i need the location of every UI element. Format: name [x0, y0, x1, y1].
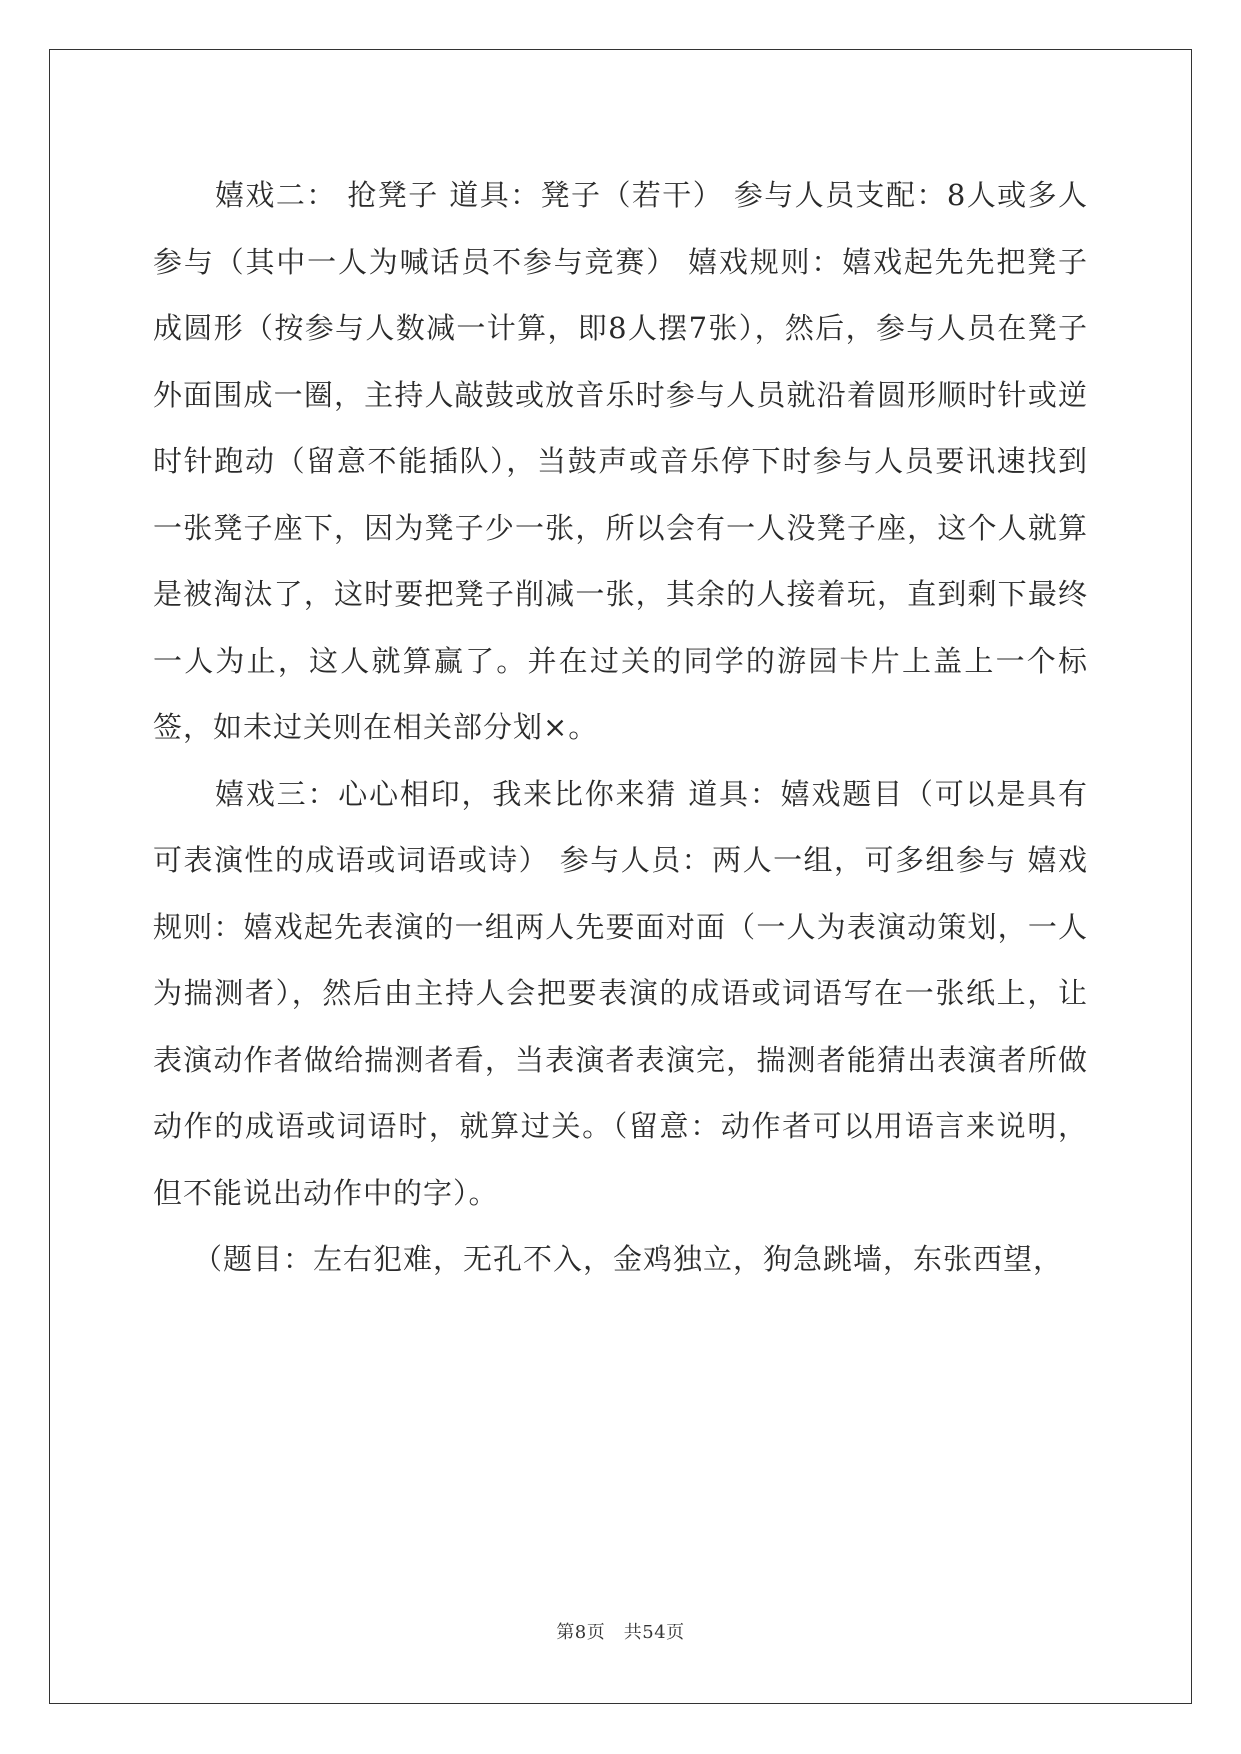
page-footer [0, 1618, 1241, 1644]
document-body [153, 162, 1088, 1293]
paragraph-game-three: 嬉戏三：心心相印，我来比你来猜 道具：嬉戏题目（可以是具有可表演性的成语或词语或诗） 参与人员：两人一组，可多组参与 嬉戏规则：嬉戏起先表演的一组两人先要面对面（一人为表演动策划，一人为揣测者），然后由主持人会把要表演的成语或词语写在一张纸上，让表演动作者做给揣测者看，当表演者表演完，揣测者能猜出表演者所做动作的成语或词语时，就算过关。（留意：动作者可以用语言来说明，但不能说出动作中的字）。 [153, 776, 1088, 1210]
paragraph-game-two: 嬉戏二： 抢凳子 道具：凳子（若干） 参与人员支配：8人或多人参与（其中一人为喊话员不参与竞赛） 嬉戏规则：嬉戏起先先把凳子成圆形（按参与人数减一计算，即8人摆7张），然后，参与人员在凳子外面围成一圈，主持人敲鼓或放音乐时参与人员就沿着圆形顺时针或逆时针跑动（留意不能插队），当鼓声或音乐停下时参与人员要讯速找到一张凳子座下，因为凳子少一张，所以会有一人没凳子座，这个人就算是被淘汰了，这时要把凳子削减一张，其余的人接着玩，直到剩下最终一人为止，这人就算赢了。并在过关的同学的游园卡片上盖上一个标签，如未过关则在相关部分划×。 [153, 178, 1088, 744]
paragraph-topics: （题目：左右犯难，无孔不入，金鸡独立，狗急跳墙，东张西望， [193, 1242, 1064, 1276]
page-number: 第8页 共54页 [556, 1622, 685, 1643]
